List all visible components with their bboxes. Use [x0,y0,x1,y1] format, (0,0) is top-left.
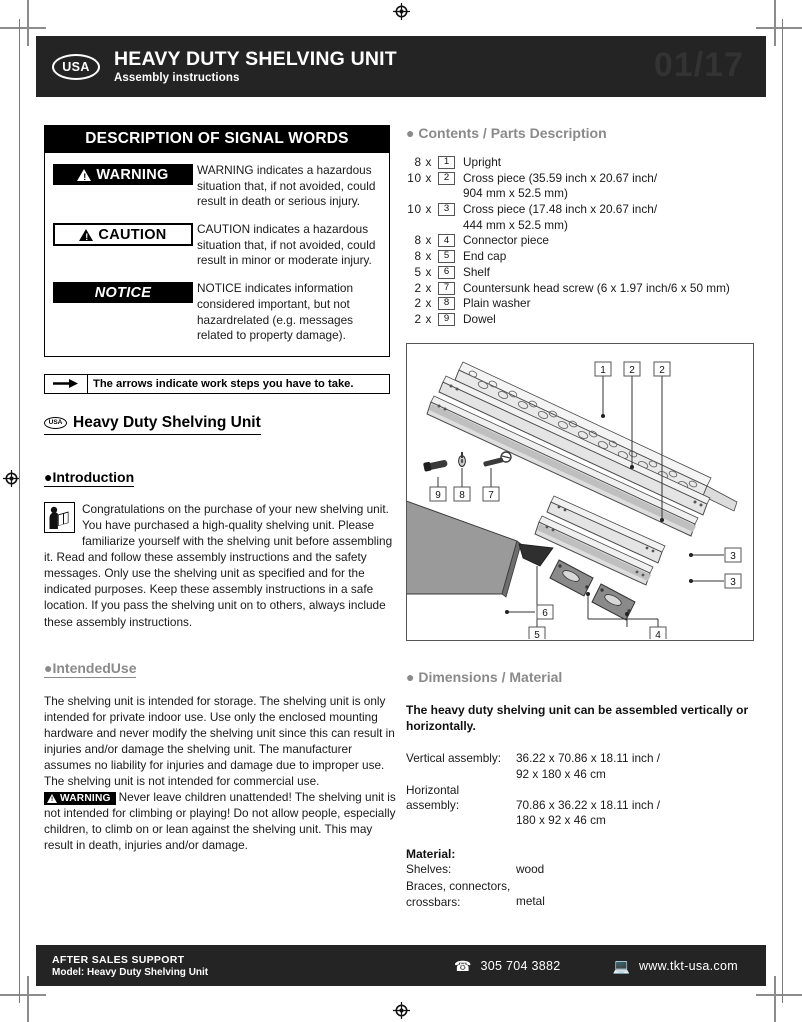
read-manual-icon [44,502,75,533]
part-quantity: 5 x [414,264,432,279]
signal-row-warning [53,163,381,210]
product-heading-label: Heavy Duty Shelving Unit [73,413,261,431]
dimensions-table [406,751,758,829]
part-row [406,281,758,297]
registration-mark-top [393,3,410,20]
dimension-value-line1: 70.86 x 36.22 x 18.11 inch / [516,797,661,812]
right-column [406,97,758,911]
part-dowel [423,459,448,471]
notice-badge [53,282,193,303]
svg-text:7: 7 [488,489,494,501]
dimension-key: Vertical assembly: [406,750,502,765]
part-number-badge: 4 [438,234,455,247]
dimension-key-line1: Horizontal [406,782,460,797]
body-area [36,97,766,945]
part-quantity: 10 x [407,202,432,217]
part-number-badge: 2 [438,172,455,185]
part-number-badge: 3 [438,203,455,216]
introduction-heading [44,469,134,487]
part-connector-piece-a [550,560,593,596]
part-quantity: 10 x [407,170,432,185]
part-description-line2: 904 mm x 52.5 mm) [463,186,568,201]
part-description-line1: End cap [463,249,507,264]
signal-row-caution [53,222,381,269]
dimension-value-line1: 36.22 x 70.86 x 18.11 inch / [516,750,661,765]
signal-badge-cell [53,281,193,344]
part-number-badge: 7 [438,282,455,295]
part-quantity: 2 x [414,296,432,311]
introduction-body [44,501,396,630]
exploded-parts-diagram [406,343,754,641]
part-number-badge: 6 [438,266,455,279]
intended-use-text: The shelving unit is intended for storage. The shelving unit is only intended for private indoor use. Use only the enclosed mounting hardware and never modify the shelving unit since this can result in injuries and/or damage the shelving unit. The manufacturer assumes no liability for injuries and damage due to improper use. The shelving unit is not intended for commercial use. [44,693,395,789]
dimension-key-line2: assembly: [406,798,460,813]
signal-badge-cell [53,222,193,269]
page-marker: 01/17 [653,46,744,84]
intended-use-heading-wrap [44,660,396,678]
intended-use-heading-label: IntendedUse [52,659,137,676]
registration-mark-bottom [393,1002,410,1019]
right-arrow-icon [45,375,88,393]
dimensions-heading [406,669,562,686]
material-key: Shelves: [406,862,452,877]
model-label: Model: Heavy Duty Shelving Unit [52,966,209,978]
part-row [406,249,758,265]
part-description-line1: Shelf [463,264,490,279]
part-quantity: 2 x [414,280,432,295]
footer-contacts [454,945,738,986]
introduction-heading-wrap [44,469,396,487]
intended-use-heading [44,660,136,678]
part-shelf [407,494,521,597]
part-description-line1: Connector piece [463,233,549,248]
notice-description: NOTICE indicates information considered important, but not hazardrelated (e.g. messages related to property damage). [197,281,354,343]
caution-description: CAUTION indicates a hazardous situation that, if not avoided, could result in minor or moderate injury. [197,222,376,268]
part-number-badge: 1 [438,156,455,169]
material-key [406,879,516,911]
usa-badge-icon-small [44,417,67,429]
part-number-badge: 8 [438,297,455,310]
part-row [406,202,758,233]
svg-text:3: 3 [730,550,736,562]
signal-row-notice [53,281,381,344]
svg-text:2: 2 [659,364,665,376]
introduction-text: Congratulations on the purchase of your new shelving unit. You have purchased a high-quality shelving unit. Please familiarize yourself with the shelving unit before assembling it. Read and follow these assembly instructions and the safety messages. Only use the shelving unit as specified and for the indicated purposes. Keep these assembly instructions in a safe location. If you pass the shelving unit on to others, always include these assembly instructions. [44,501,393,629]
intended-use-warning [44,789,396,853]
dimensions-heading-wrap [406,669,758,687]
phone-number: 305 704 3882 [480,958,561,973]
after-sales-support [52,954,208,978]
dimension-row [406,751,758,783]
document-footer [36,945,766,986]
document-title: HEAVY DUTY SHELVING UNIT [114,48,397,71]
part-row [406,312,758,328]
dimensions-heading-label: Dimensions / Material [418,668,563,685]
part-row [406,155,758,171]
part-row [406,171,758,202]
part-countersunk-screw [483,452,511,467]
part-description [463,296,758,312]
header-titles [114,49,397,83]
contents-heading-wrap [406,125,758,143]
introduction-heading-label: Introduction [52,468,135,485]
svg-text:1: 1 [600,364,606,376]
left-column [44,97,396,854]
signal-badge-cell [53,163,193,210]
part-row [406,233,758,249]
svg-text:9: 9 [435,489,441,501]
contents-heading-label: Contents / Parts Description [418,125,607,141]
signal-words-box [44,125,390,357]
part-end-cap [519,544,553,566]
material-key-line1: Braces, connectors, [406,878,511,893]
svg-text:2: 2 [629,364,635,376]
website-contact[interactable] [613,959,738,973]
after-sales-support-title: AFTER SALES SUPPORT [52,953,185,966]
svg-text:6: 6 [542,607,548,619]
svg-text:8: 8 [459,489,465,501]
warning-badge [53,164,193,185]
document-subtitle: Assembly instructions [114,71,240,84]
part-description-line1: Upright [463,155,502,169]
dimension-value [516,783,758,830]
part-quantity: 8 x [414,155,432,169]
signal-words-rows [45,153,389,356]
dimension-value-line2: 92 x 180 x 46 cm [516,766,606,781]
svg-text:4: 4 [655,629,661,639]
part-description [463,171,758,202]
dimension-row [406,783,758,830]
intended-use-warning-text: Never leave children unattended! The shelving unit is not intended for climbing or playing! Do not allow people, especially children, to climb on or lean against the shelving unit. This may result in death, injuries and/or damage. [44,790,396,853]
material-key-line2: crossbars: [406,894,461,909]
intended-use-body [44,693,396,854]
part-quantity: 2 x [414,311,432,326]
laptop-icon: 💻 [612,957,630,974]
bullet-icon: ● [44,468,53,485]
part-row [406,296,758,312]
svg-text:3: 3 [730,576,736,588]
bullet-icon: ● [44,659,53,676]
part-description [463,202,758,233]
part-description [463,312,758,328]
dimension-key [406,783,516,830]
part-number-badge: 5 [438,250,455,263]
part-quantity: 8 x [414,249,432,264]
product-heading [44,414,261,435]
part-description-line1: Dowel [463,311,496,326]
document-header [36,36,766,97]
part-description [463,155,758,171]
signal-words-title: DESCRIPTION OF SIGNAL WORDS [45,126,389,153]
part-description-line2: 444 mm x 52.5 mm) [463,217,568,232]
part-description [463,249,758,265]
bullet-icon: ● [406,125,415,141]
warning-badge-inline [44,792,116,805]
part-description-line1: Plain washer [463,296,531,311]
arrow-note-box [44,374,390,394]
material-value-text: metal [516,893,545,908]
notice-badge-label: NOTICE [94,284,152,301]
dimension-value-line2: 180 x 92 x 46 cm [516,813,606,828]
usa-badge-label: USA [62,59,90,74]
material-value: wood [516,862,545,877]
telephone-icon: ☎ [454,957,472,974]
part-description [463,281,758,297]
part-cross-piece-long-a [439,376,710,515]
part-description-line1: Cross piece (17.48 inch x 20.67 inch/ [463,202,658,217]
website-url: www.tkt-usa.com [638,958,738,973]
dimension-value [516,751,758,783]
part-number-badge: 9 [438,313,455,326]
material-row [406,879,758,911]
part-plain-washer [459,452,466,466]
warning-description: WARNING indicates a hazardous situation that, if not avoided, could result in death or serious injury. [197,163,376,209]
part-description [463,265,758,281]
phone-contact[interactable] [454,959,561,973]
warning-triangle-icon: ! [47,794,57,803]
warning-triangle-icon: ! [79,229,93,241]
usa-badge-small-label: USA [48,419,63,427]
part-description [463,233,758,249]
material-title: Material: [406,847,456,862]
svg-text:5: 5 [534,629,540,639]
usa-badge-icon [52,54,100,80]
bullet-icon: ● [406,668,415,685]
part-row [406,265,758,281]
dimensions-intro-text: The heavy duty shelving unit can be assembled vertically or horizontally. [406,702,749,733]
material-block [406,847,758,910]
warning-badge-label: WARNING [96,166,169,183]
part-description-line1: Countersunk head screw (6 x 1.97 inch/6 x 50 mm) [463,280,730,295]
arrow-note-text: The arrows indicate work steps you have to take. [93,377,354,390]
caution-badge-label: CAUTION [98,226,167,243]
registration-mark-left [3,470,20,487]
contents-heading [406,125,607,142]
caution-badge [53,223,193,246]
warning-badge-inline-label: WARNING [60,792,111,804]
material-row [406,862,758,878]
part-description-line1: Cross piece (35.59 inch x 20.67 inch/ [463,170,658,185]
warning-triangle-icon: ! [77,169,91,181]
part-quantity: 8 x [414,233,432,248]
material-value [516,879,758,911]
parts-list [406,155,758,328]
